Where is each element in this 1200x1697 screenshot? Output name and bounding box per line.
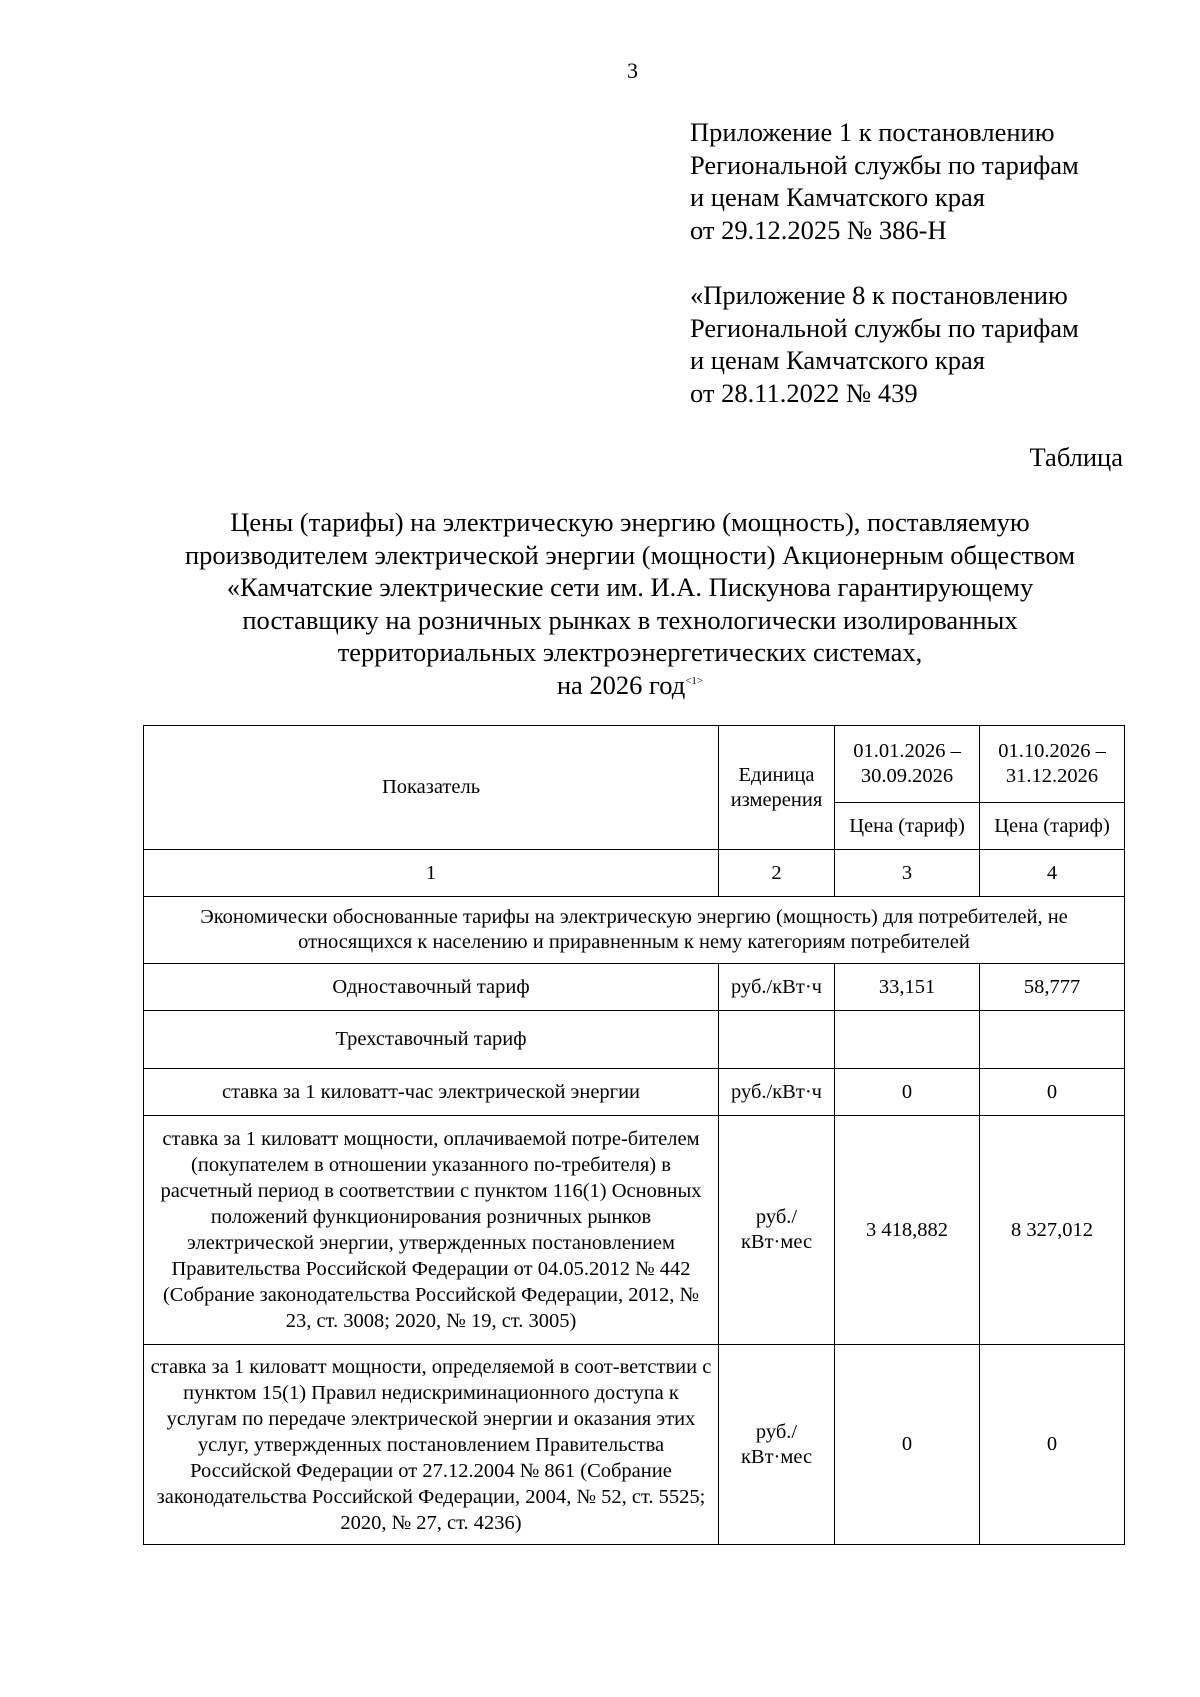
row-unit: руб./ кВт·мес xyxy=(719,1116,835,1345)
header-unit: Единица измерения xyxy=(719,726,835,850)
column-number-row xyxy=(144,850,1125,897)
title-line: Цены (тарифы) на электрическую энергию (мощность), поставляемую xyxy=(230,507,1030,537)
column-number: 4 xyxy=(980,850,1125,897)
row-name: ставка за 1 киловатт мощности, оплачиваемой потре-бителем (покупателем в отношении указанного по-требителя) в расчетный период в соответствии с пунктом 116(1) Основных положений функционирования розничных рынков электрической энергии, утвержденных постановлением Правительства Российской Федерации от 04.05.2012 № 442 (Собрание законодательства Российской Федерации, 2012, № 23, ст. 3008; 2020, № 19, ст. 3005) xyxy=(144,1116,719,1345)
row-value-period-2: 58,777 xyxy=(980,964,1125,1011)
header-period-2: 01.10.2026 – 31.12.2026 xyxy=(980,726,1125,803)
section-header: Экономически обоснованные тарифы на электрическую энергию (мощность) для потребителей, не относящихся к населению и приравненным к нему категориям потребителей xyxy=(144,897,1125,964)
appendix-1-line: и ценам Камчатского края xyxy=(690,182,985,212)
appendix-1-line: от 29.12.2025 № 386-Н xyxy=(690,214,947,245)
title-line: «Камчатские электрические сети им. И.А. Пискунова гарантирующему xyxy=(226,572,1034,602)
appendix-8-line: Региональной службы по тарифам xyxy=(690,312,1079,343)
appendix-8-reference xyxy=(690,279,1170,409)
table-row xyxy=(144,1069,1125,1116)
row-value-period-1: 33,151 xyxy=(835,964,980,1011)
column-number: 2 xyxy=(719,850,835,897)
row-value-period-2: 0 xyxy=(980,1069,1125,1116)
title-line: поставщику на розничных рынках в технологически изолированных xyxy=(242,604,1018,635)
row-value-period-1: 0 xyxy=(835,1345,980,1545)
row-value-period-1 xyxy=(835,1011,980,1069)
row-name: Одноставочный тариф xyxy=(144,964,719,1011)
appendix-1-line: Приложение 1 к постановлению xyxy=(690,117,1055,147)
row-name: ставка за 1 киловатт-час электрической энергии xyxy=(144,1069,719,1116)
document-title xyxy=(130,506,1130,701)
row-value-period-2 xyxy=(980,1011,1125,1069)
header-period-1: 01.01.2026 – 30.09.2026 xyxy=(835,726,980,803)
header-price-1: Цена (тариф) xyxy=(835,803,980,850)
page-number: 3 xyxy=(627,58,638,83)
appendix-1-reference xyxy=(690,116,1170,246)
title-line: производителем электрической энергии (мощности) Акционерным обществом xyxy=(184,539,1076,570)
row-unit: руб./кВт·ч xyxy=(719,964,835,1011)
table-row xyxy=(144,1116,1125,1345)
appendix-8-line: от 28.11.2022 № 439 xyxy=(690,377,918,408)
title-year: на 2026 год xyxy=(556,669,686,700)
tariff-table xyxy=(143,725,1125,1545)
appendix-8-line: «Приложение 8 к постановлению xyxy=(690,280,1068,310)
table-row xyxy=(144,1011,1125,1069)
row-name: ставка за 1 киловатт мощности, определяемой в соот-ветствии с пунктом 15(1) Правил недискриминационного доступа к услугам по передаче электрической энергии и оказания этих услуг, утвержденных постановлением Правительства Российской Федерации от 27.12.2004 № 861 (Собрание законодательства Российской Федерации, 2004, № 52, ст. 5525; 2020, № 27, ст. 4236) xyxy=(144,1345,719,1545)
row-name: Трехставочный тариф xyxy=(144,1011,719,1069)
column-number: 3 xyxy=(835,850,980,897)
row-value-period-1: 0 xyxy=(835,1069,980,1116)
table-row xyxy=(144,964,1125,1011)
table-row xyxy=(144,1345,1125,1545)
appendix-8-line: и ценам Камчатского края xyxy=(690,345,985,375)
row-value-period-1: 3 418,882 xyxy=(835,1116,980,1345)
row-value-period-2: 0 xyxy=(980,1345,1125,1545)
title-last-line xyxy=(130,669,1130,702)
row-unit: руб./ кВт·мес xyxy=(719,1345,835,1545)
title-line: территориальных электроэнергетических системах, xyxy=(337,637,923,667)
row-value-period-2: 8 327,012 xyxy=(980,1116,1125,1345)
row-unit xyxy=(719,1011,835,1069)
column-number: 1 xyxy=(144,850,719,897)
table-label: Таблица xyxy=(1029,442,1123,472)
appendix-1-line: Региональной службы по тарифам xyxy=(690,149,1079,180)
row-unit: руб./кВт·ч xyxy=(719,1069,835,1116)
footnote-mark: <1> xyxy=(685,674,704,687)
header-indicator: Показатель xyxy=(144,726,719,850)
header-price-2: Цена (тариф) xyxy=(980,803,1125,850)
